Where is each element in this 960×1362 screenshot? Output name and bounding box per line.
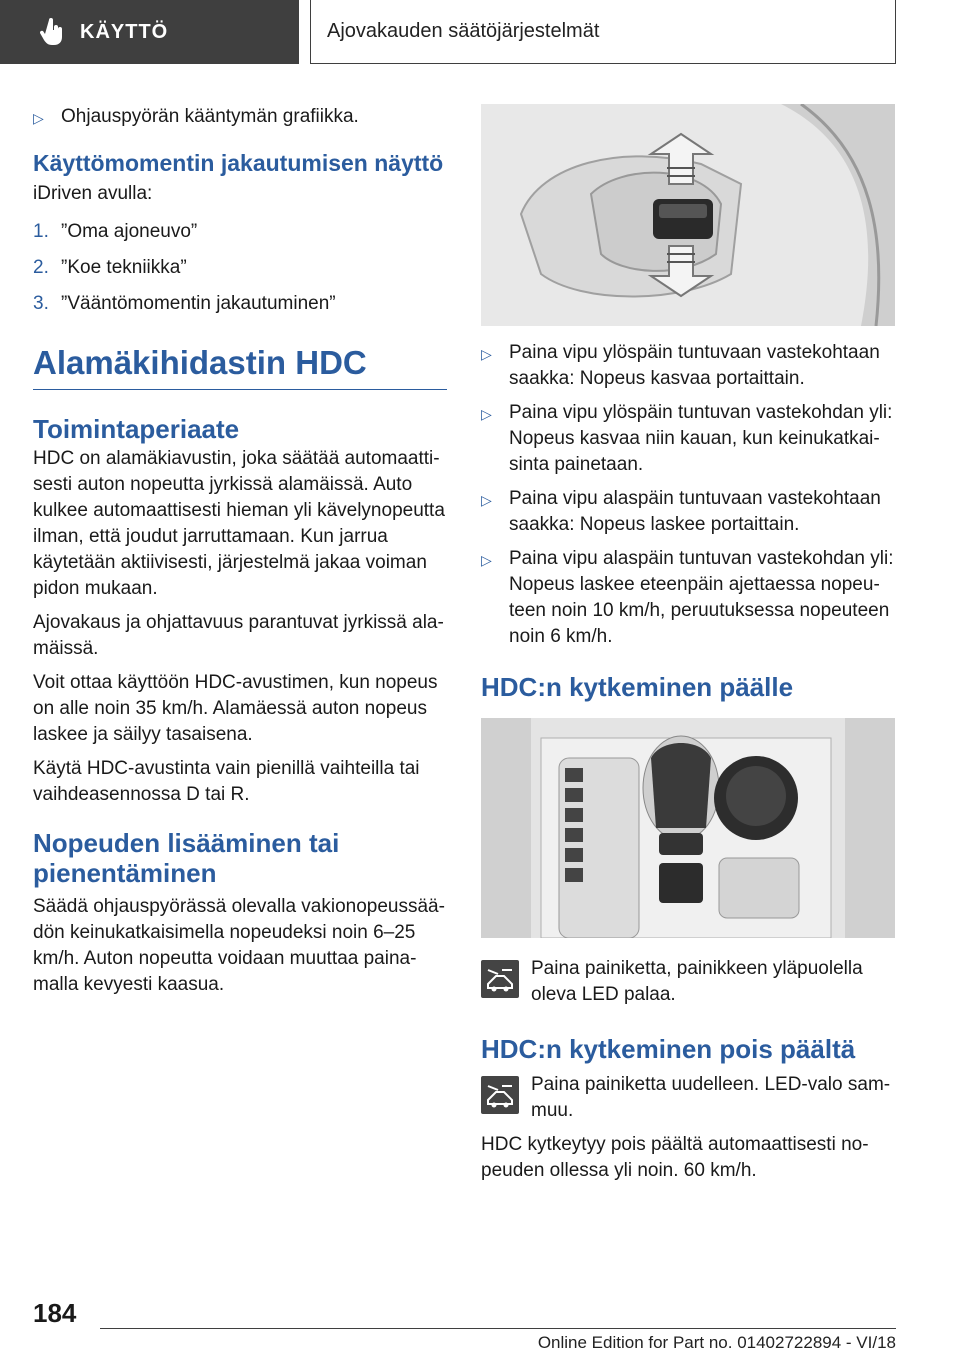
footer-divider: [100, 1328, 896, 1329]
hdc-button-icon: [481, 1076, 519, 1114]
center-console-image: [481, 718, 895, 938]
speed-heading: Nopeuden lisääminen tai pienentäminen: [33, 828, 340, 888]
paragraph: HDC on alamäkiavustin, joka säätää automaattisesti auton nopeutta jyrkissä alamäissä. Auto kulkee automaattisesti hieman yli kävelynopeutta ilman, että joudut jarruttamaan. Kun jarrua käytetään aktiivisesti, järjestelmä jakaa voiman pidon mukaan.: [33, 448, 445, 599]
edition-info: Online Edition for Part no. 01402722894 - VI/18: [537, 1333, 896, 1352]
section-label: KÄYTTÖ: [80, 20, 169, 43]
torque-heading: Käyttömomentin jakautumisen näyttö: [33, 150, 444, 176]
list-item: 2. ”Koe tekniikka”: [33, 257, 187, 278]
bullet-item: ▷ Ohjauspyörän kääntymän grafiikka.: [33, 104, 447, 131]
hdc-off-heading: HDC:n kytkeminen pois päältä: [481, 1034, 856, 1064]
hand-pointer-icon: [40, 18, 66, 46]
paragraph: Säädä ohjauspyörässä olevalla vakionopeussäädön keinukatkaisimella nopeudeksi noin 6–25 km/h. Auton nopeutta voidaan muuttaa painamalla kevyesti kaasua.: [33, 896, 445, 995]
hdc-on-instruction: Paina painiketta, painikkeen yläpuolella oleva LED palaa.: [481, 956, 895, 1008]
page-number: 184: [33, 1298, 77, 1328]
steering-lever-image: [481, 104, 895, 326]
chapter-title: Ajovakauden säätöjärjestelmät: [310, 0, 896, 64]
main-heading: Alamäkihidastin HDC: [33, 343, 447, 390]
bullet-item: ▷ Paina vipu ylöspäin tuntuvan vastekohdan yli: Nopeus kasvaa niin kauan, kun keinukatkaisinta painetaan.: [481, 400, 895, 478]
list-item: 3. ”Vääntömomentin jakautuminen”: [33, 293, 336, 314]
lever-bullets: [481, 340, 895, 650]
hdc-on-heading: HDC:n kytkeminen päälle: [481, 672, 794, 702]
triangle-bullet-icon: ▷: [33, 110, 44, 126]
bullet-item: ▷ Paina vipu alaspäin tuntuvaan vastekohtaan saakka: Nopeus laskee portaittain.: [481, 486, 895, 538]
triangle-bullet-icon: ▷: [481, 346, 492, 362]
auto-off-paragraph: HDC kytkeytyy pois päältä automaattisesti nopeuden ollessa yli noin. 60 km/h.: [481, 1134, 869, 1181]
left-column: [33, 104, 447, 1006]
hdc-off-instruction: Paina painiketta uudelleen. LED-valo sammuu.: [481, 1072, 895, 1124]
right-column: [481, 104, 895, 1192]
paragraph: Voit ottaa käyttöön HDC-avustimen, kun nopeus on alle noin 35 km/h. Alamäessä auton nopeus laskee ja säilyy tasaisena.: [33, 672, 438, 745]
paragraph: Käytä HDC-avustinta vain pienillä vaihteilla tai vaihdeasennossa D tai R.: [33, 758, 420, 805]
list-item: 1. ”Oma ajoneuvo”: [33, 221, 198, 242]
bullet-item: ▷ Paina vipu alaspäin tuntuvan vastekohdan yli: Nopeus laskee eteenpäin ajettaessa nopeuteen noin 10 km/h, peruutuksessa nopeuteen noin 6 km/h.: [481, 546, 895, 650]
paragraph: Ajovakaus ja ohjattavuus parantuvat jyrkissä alamäissä.: [33, 612, 444, 659]
principle-heading: Toimintaperiaate: [33, 414, 240, 444]
hdc-button-icon: [481, 960, 519, 998]
step-list: [33, 219, 447, 317]
idrive-intro: iDriven avulla:: [33, 183, 153, 204]
bullet-item: ▷ Paina vipu ylöspäin tuntuvaan vastekohtaan saakka: Nopeus kasvaa portaittain.: [481, 340, 895, 392]
section-tab: [0, 0, 299, 64]
triangle-bullet-icon: ▷: [481, 492, 492, 508]
triangle-bullet-icon: ▷: [481, 406, 492, 422]
triangle-bullet-icon: ▷: [481, 552, 492, 568]
